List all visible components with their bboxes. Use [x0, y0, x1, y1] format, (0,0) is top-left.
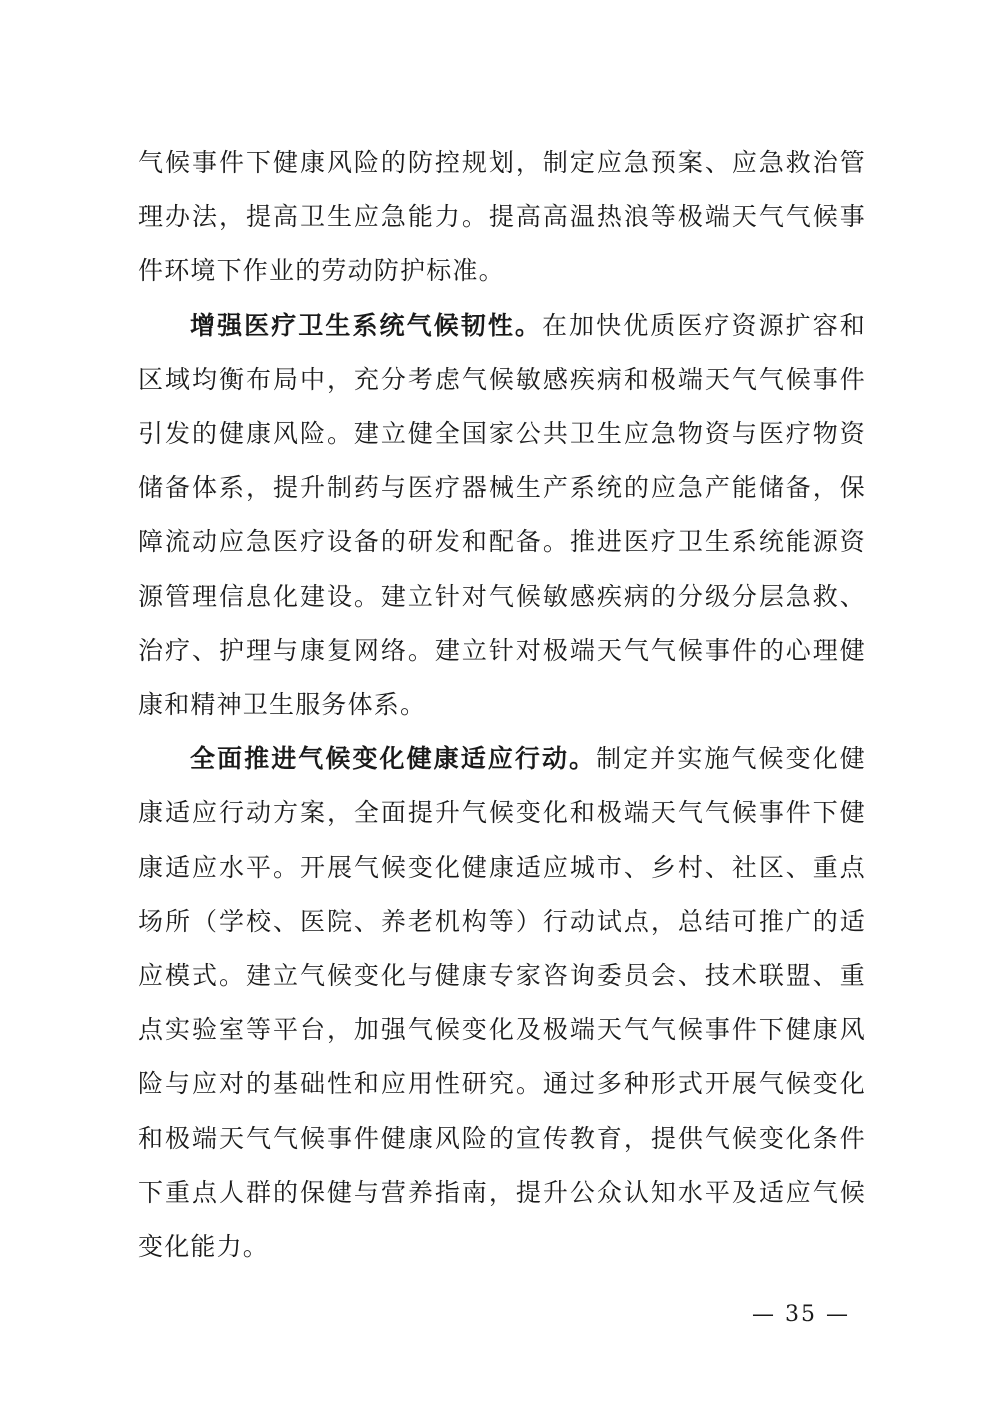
paragraph-text: 气候事件下健康风险的防控规划，制定应急预案、应急救治管理办法，提高卫生应急能力。提高高温热浪等极端天气气候事件环境下作业的劳动防护标准。: [138, 148, 866, 286]
paragraph-adaptation-action: [138, 732, 866, 1274]
page-number: — 35 —: [752, 1302, 850, 1327]
paragraph-medical-resilience: [138, 299, 866, 733]
document-body: [138, 136, 866, 1274]
paragraph-heading: 全面推进气候变化健康适应行动。: [190, 744, 597, 774]
paragraph-continued: [138, 136, 866, 299]
paragraph-text: 在加快优质医疗资源扩容和区域均衡布局中，充分考虑气候敏感疾病和极端天气气候事件引发的健康风险。建立健全国家公共卫生应急物资与医疗物资储备体系，提升制药与医疗器械生产系统的应急产能储备，保障流动应急医疗设备的研发和配备。推进医疗卫生系统能源资源管理信息化建设。建立针对气候敏感疾病的分级分层急救、治疗、护理与康复网络。建立针对极端天气气候事件的心理健康和精神卫生服务体系。: [138, 310, 866, 720]
paragraph-heading: 增强医疗卫生系统气候韧性。: [190, 310, 542, 340]
paragraph-text: 制定并实施气候变化健康适应行动方案，全面提升气候变化和极端天气气候事件下健康适应水平。开展气候变化健康适应城市、乡村、社区、重点场所（学校、医院、养老机构等）行动试点，总结可推广的适应模式。建立气候变化与健康专家咨询委员会、技术联盟、重点实验室等平台，加强气候变化及极端天气气候事件下健康风险与应对的基础性和应用性研究。通过多种形式开展气候变化和极端天气气候事件健康风险的宣传教育，提供气候变化条件下重点人群的保健与营养指南，提升公众认知水平及适应气候变化能力。: [138, 744, 866, 1262]
